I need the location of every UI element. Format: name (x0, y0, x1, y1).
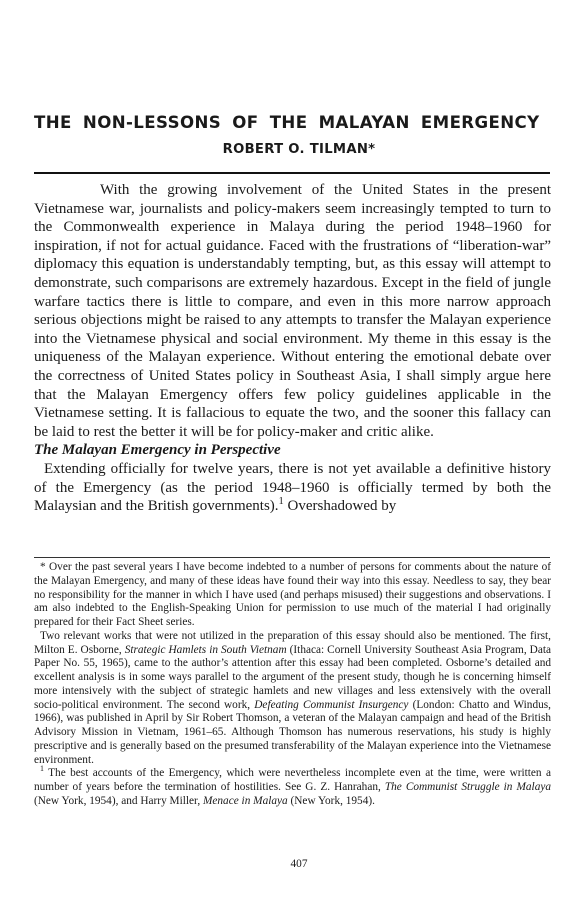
section-subheading: The Malayan Emergency in Perspective (34, 442, 281, 459)
article-author: ROBERT O. TILMAN* (222, 142, 376, 157)
footnotes (34, 561, 551, 809)
cited-title: Strategic Hamlets in South Vietnam (124, 643, 287, 656)
body-paragraph-2-text: Extending officially for twelve years, there is not yet available a definitive history of the Emergency (as the period 1948–1960 is officially termed by both the Malaysian and the British governments). (34, 460, 551, 515)
body-paragraph-1: With the growing involvement of the United States in the present Vietnamese war, journalists and policy-makers seem increasingly tempted to turn to the Commonwealth experience in Malaya during the period 1948–1960 for inspiration, if not for actual guidance. Faced with the frustrations of “liberation-war” diplomacy this equation is understandably tempting, but, as this essay will attempt to demonstrate, such comparisons are extremely hazardous. Except in the field of jungle warfare tactics there is little to compare, and even in this more narrow approach serious objections might be raised to any attempts to transfer the Malayan experience into the Vietnamese physical and social environment. My theme in this essay is the uniqueness of the Malayan experience. Without entering the emotional debate over the correctness of United States policy in Southeast Asia, I shall simply argue here that the Malayan Emergency offers few policy guidelines applicable in the Vietnamese setting. It is fallacious to equate the two, and the sooner this fallacy can be laid to rest the better it will be for policy-maker and critic alike. (34, 182, 551, 440)
cited-title: Menace in Malaya (202, 794, 288, 807)
footnote-text: (Ithaca: Cornell University Southeast Asia Program, Data Paper No. 55, 1965), came to the author’s attention after this essay had been completed. Osborne’s detailed and excellent analysis is in some ways parallel to the argument of the present study, though he is concerning himself more intensively with the subject of strategic hamlets and new villages and less extensively with the overall socio-political environment. The second work, (34, 643, 552, 711)
footnote-1 (34, 764, 552, 808)
footnote-related-works (34, 630, 551, 768)
footnote-rule (34, 557, 550, 558)
footnote-star: * Over the past several years I have become indebted to a number of persons for comments about the nature of the Malayan Emergency, and many of these ideas have found their way into this essay. Needless to say, they bear no responsibility for the manner in which I have used (and perhaps misused) their suggestions and observations. I am also indebted to the English-Speaking Union for permission to use much of the material I had originally prepared for their Fact Sheet series. (34, 561, 551, 628)
footnote-ref-1[interactable]: 1 (278, 496, 284, 508)
cited-title: Defeating Communist Insurgency (254, 698, 409, 711)
article-body (34, 181, 551, 516)
article-title: THE NON-LESSONS OF THE MALAYAN EMERGENCY (34, 113, 540, 132)
footnote-text: The best accounts of the Emergency, which were nevertheless incomplete even at the time, were written a number of years before the termination of hostilities. See G. Z. Hanrahan, (34, 767, 551, 793)
footnote-text: (New York, 1954), and Harry Miller, (34, 794, 203, 807)
page-number: 407 (290, 858, 308, 870)
footnote-1-marker: 1 (40, 764, 44, 774)
cited-title: The Communist Struggle in Malaya (384, 781, 552, 793)
footnote-text: Two relevant works that were not utilized in the preparation of this essay should also be mentioned. The first, Milton E. Osborne, (34, 629, 551, 656)
title-rule (34, 172, 550, 174)
body-paragraph-2-tail: Overshadowed by (283, 498, 397, 515)
footnote-text: (London: Chatto and Windus, 1966), was published in April by Sir Robert Thomson, a veteran of the Malayan campaign and head of the British Advisory Mission in Vietnam, 1961–65. Although Thomson has numerous reservations, his study is highly prescriptive and is generally based on the presumed transferability of the Malayan experience into the Vietnamese environment. (34, 698, 551, 766)
body-paragraph-2 (34, 460, 551, 516)
footnote-text: (New York, 1954). (287, 794, 375, 807)
